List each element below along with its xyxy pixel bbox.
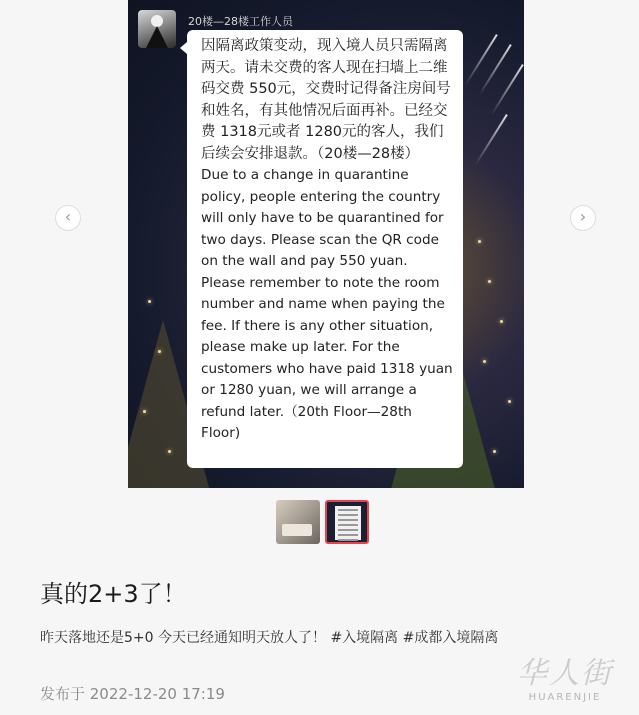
thumbnail-notice-selected[interactable] [325,500,369,544]
light-sparkle [508,400,511,403]
light-sparkle [168,450,171,453]
watermark-english: HUARENJIE [528,692,602,703]
light-sparkle [158,350,161,353]
hashtag-link[interactable]: #成都入境隔离 [402,630,499,646]
light-sparkle [493,450,496,453]
next-image-button[interactable] [570,205,596,231]
light-sparkle [483,360,486,363]
sender-avatar [138,10,176,48]
image-viewer[interactable] [128,0,524,488]
message-chinese: 因隔离政策变动，现入境人员只需隔离两天。请未交费的客人现在扫墙上二维码交费 550元，交费时记得备注房间号和姓名，有其他情况后面再补。已经交费 1318元或者 1280元的客人，我们后续会安排退款。（20楼—28楼） [201,38,451,162]
watermark-chinese: 华人街 [517,656,613,691]
sender-name: 20楼—28楼工作人员 [188,15,293,28]
hashtag-link[interactable]: #入境隔离 [330,630,399,646]
watermark-logo [505,648,625,710]
light-sparkle [478,240,481,243]
light-sparkle [143,410,146,413]
light-sparkle [488,280,491,283]
chevron-right-icon: › [579,207,587,226]
light-sparkle [500,320,503,323]
post-title: 真的2+3了！ [40,580,187,608]
prev-image-button[interactable] [55,205,81,231]
light-sparkle [148,300,151,303]
message-english: Due to a change in quarantine policy, people entering the country will only have to be quarantined for two days. Please scan the QR code on the wall and pay 550 yuan. Please remember to note the room number and name when paying the fee. If there is any other situation, please make up later. For the customers who have paid 1318 yuan or 1280 yuan, we will arrange a refund later.（20th Floor—28th Floor) [201,167,453,441]
publish-time: 发布于 2022-12-20 17:19 [40,685,225,703]
chevron-left-icon: ‹ [64,207,72,226]
firework-streak [490,64,523,116]
chat-message-bubble [187,30,463,468]
description-text: 昨天落地还是5+0 今天已经通知明天放人了！ [40,630,326,646]
post-description [40,627,498,647]
firework-streak [474,114,507,166]
thumbnail-room-photo[interactable] [276,500,320,544]
firework-streak [464,34,497,86]
